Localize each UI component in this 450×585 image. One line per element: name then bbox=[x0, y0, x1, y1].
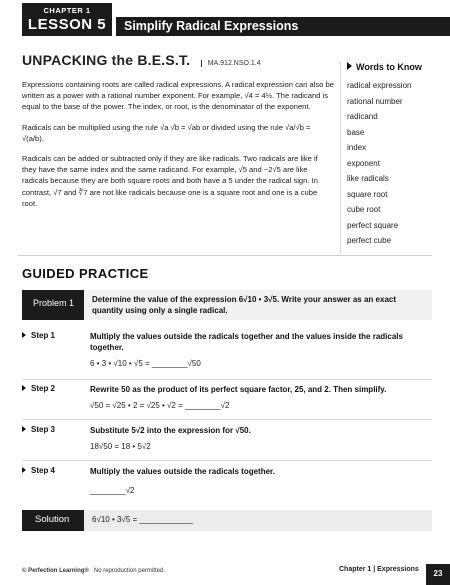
word-item: perfect cube bbox=[347, 236, 392, 245]
unpacking-paragraph-2: Radicals can be multiplied using the rule √a √b = √ab or divided using the rule √a/√b = √(a/b). bbox=[22, 122, 311, 143]
page-number: 23 bbox=[426, 564, 450, 585]
step-instruction: Substitute 5√2 into the expression for √50. bbox=[90, 426, 251, 435]
guided-practice-heading: GUIDED PRACTICE bbox=[22, 266, 149, 281]
word-item: radicand bbox=[347, 112, 378, 121]
step-instruction: Rewrite 50 as the product of its perfect square factor, 25, and 2. Then simplify. bbox=[90, 385, 387, 394]
reproduction-notice: No reproduction permitted. bbox=[93, 568, 165, 574]
step-label: Step 2 bbox=[22, 384, 84, 393]
step-instruction: Multiply the values outside the radicals together and the values inside the radicals together. bbox=[90, 332, 403, 352]
word-item: square root bbox=[347, 189, 388, 199]
step-equation: ________√2 bbox=[90, 486, 135, 495]
problem-text: Determine the value of the expression 6√10 • 3√5. Write your answer as an exact quantity using only a single radical. bbox=[92, 295, 396, 315]
lesson-badge bbox=[22, 3, 112, 36]
step-label: Step 4 bbox=[22, 466, 84, 475]
page-header bbox=[0, 0, 450, 38]
words-to-know-title: Words to Know bbox=[347, 62, 435, 72]
publisher-name: © Perfection Learning® bbox=[22, 568, 89, 574]
lesson-label: LESSON 5 bbox=[27, 16, 107, 33]
problem-row bbox=[22, 290, 432, 320]
footer-copyright bbox=[22, 568, 165, 574]
word-item: rational number bbox=[347, 96, 403, 106]
chapter-label: CHAPTER 1 bbox=[43, 6, 91, 15]
step-label: Step 1 bbox=[22, 331, 84, 340]
step-label: Step 3 bbox=[22, 425, 84, 434]
unpacking-paragraph-3: Radicals can be added or subtracted only if they are like radicals. Two radicals are like if they have the same index and the same radicand. For example, √5 and −2√5 are like radicals because they are both square roots and both have a 5 under the radical sign. In contrast, √7 and ∛7 are not like radicals because one is a square root and one is a cube root. bbox=[22, 154, 318, 208]
solution-row bbox=[22, 510, 432, 531]
step-equation: √50 = √25 • 2 = √25 • √2 = ________√2 bbox=[90, 401, 230, 410]
word-item: perfect square bbox=[347, 220, 399, 230]
step-equation: 18√50 = 18 • 5√2 bbox=[90, 442, 151, 451]
step-divider bbox=[22, 460, 432, 461]
word-item: radical expression bbox=[347, 81, 412, 90]
step-divider bbox=[22, 379, 432, 380]
problem-label: Problem 1 bbox=[22, 290, 84, 320]
standard-code: MA.912.NSO.1.4 bbox=[201, 60, 261, 67]
lesson-title: Simplify Radical Expressions bbox=[116, 17, 450, 36]
words-to-know-box bbox=[340, 62, 435, 254]
solution-text: 6√10 • 3√5 = ____________ bbox=[92, 515, 193, 524]
unpacking-section bbox=[22, 52, 334, 209]
footer-chapter: Chapter 1 | Expressions bbox=[339, 566, 419, 573]
solution-label: Solution bbox=[22, 510, 84, 531]
unpacking-heading: UNPACKING the B.E.S.T. bbox=[22, 52, 191, 68]
section-divider bbox=[18, 255, 432, 256]
word-item: like radicals bbox=[347, 174, 389, 183]
step-equation: 6 • 3 • √10 • √5 = ________√50 bbox=[90, 359, 201, 368]
unpacking-paragraph-1: Expressions containing roots are called radical expressions. A radical expression can also be written as a power with a rational number exponent. For example, √4 = 4½. The radicand is equal to the base of the power. The index, or root, is the denominator of the exponent. bbox=[22, 80, 334, 112]
step-divider bbox=[22, 419, 432, 420]
word-item: index bbox=[347, 143, 367, 152]
word-item: exponent bbox=[347, 158, 380, 168]
step-instruction: Multiply the values outside the radicals together. bbox=[90, 467, 275, 476]
word-item: base bbox=[347, 127, 365, 137]
word-item: cube root bbox=[347, 205, 381, 214]
